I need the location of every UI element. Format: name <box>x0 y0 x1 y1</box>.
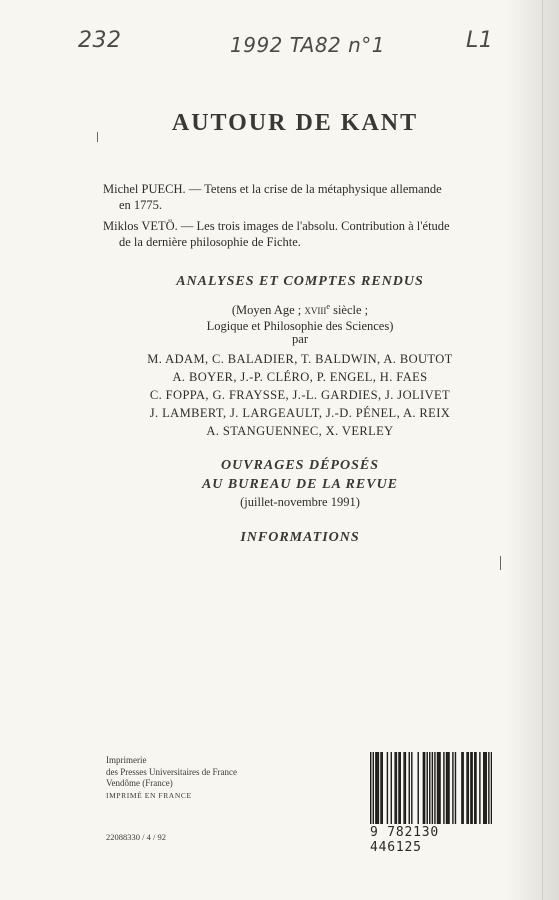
print-code: 22088330 / 4 / 92 <box>106 832 166 842</box>
barcode-bar <box>452 752 453 824</box>
handwritten-note-right: L1 <box>466 28 494 53</box>
reviewer-line: A. STANGUENNEC, X. VERLEY <box>206 424 394 438</box>
barcode-bar <box>438 752 439 824</box>
barcode-bar <box>470 752 471 824</box>
barcode-bar <box>387 752 388 824</box>
reviewer-line: A. BOYER, J.-P. CLÉRO, P. ENGEL, H. FAES <box>172 370 428 384</box>
century-superscript: e <box>326 302 330 311</box>
barcode-bar <box>484 752 485 824</box>
barcode-bar <box>378 752 379 824</box>
subtitle-text: siècle ; <box>329 303 369 318</box>
handwritten-note-left: 232 <box>78 28 122 53</box>
barcode-bar <box>376 752 377 824</box>
par-label: par <box>292 332 308 346</box>
barcode-bar <box>396 752 397 824</box>
barcode-bar <box>398 752 399 824</box>
imprint-line: des Presses Universitaires de France <box>106 766 237 777</box>
barcode-bar <box>423 752 424 824</box>
barcode-bar <box>462 752 463 824</box>
barcode-bar <box>466 752 467 824</box>
barcode-bar <box>448 752 449 824</box>
article-list <box>103 182 493 256</box>
barcode-bar <box>446 752 447 824</box>
barcode-bar <box>439 752 440 824</box>
barcode-bar <box>443 752 444 824</box>
barcode-bar <box>461 752 462 824</box>
barcode-bar <box>427 752 428 824</box>
reviewer-line: J. LAMBERT, J. LARGEAULT, J.-D. PÉNEL, A. REIX <box>149 406 451 420</box>
barcode-bar <box>483 752 484 824</box>
ouvrages-heading <box>150 456 450 494</box>
analyses-subtitle-line1 <box>150 299 450 318</box>
barcode-bar <box>424 752 425 824</box>
article-line: Miklos VETÖ. — Les trois images de l'absolu. Contribution à l'étude <box>103 219 450 233</box>
margin-mark <box>500 556 501 570</box>
barcode-bar <box>455 752 456 824</box>
barcode-bar <box>375 752 376 824</box>
barcode-bar <box>486 752 487 824</box>
reviewer-line: M. ADAM, C. BALADIER, T. BALDWIN, A. BOUTOT <box>147 352 453 366</box>
barcode-bar <box>491 752 492 824</box>
barcode-bar <box>418 752 419 824</box>
imprint-line: Vendôme (France) <box>106 778 173 788</box>
isbn-barcode <box>370 752 492 855</box>
ouvrages-heading-line2: AU BUREAU DE LA REVUE <box>201 477 399 492</box>
isbn-number: 9 782130 446125 <box>370 825 440 855</box>
barcode-bar <box>447 752 448 824</box>
barcode-bar <box>405 752 406 824</box>
ouvrages-dates: (juillet-novembre 1991) <box>240 495 360 509</box>
subtitle-text: (Moyen Age ; <box>231 303 305 318</box>
barcode-bar <box>391 752 392 824</box>
barcode-bar <box>479 752 480 824</box>
barcode-bar <box>471 752 472 824</box>
analyses-subtitle <box>150 299 450 334</box>
barcode-bar <box>475 752 476 824</box>
century-numeral: xviii <box>304 303 327 318</box>
margin-mark <box>97 132 98 142</box>
barcode-bar <box>394 752 395 824</box>
barcode-bar <box>468 752 469 824</box>
ouvrages-heading-line1: OUVRAGES DÉPOSÉS <box>221 458 379 473</box>
article-entry-puech <box>103 182 493 213</box>
handwritten-note-middle: 1992 TA82 n°1 <box>230 33 386 57</box>
barcode-bar <box>429 752 430 824</box>
barcode-bar <box>437 752 438 824</box>
reviewer-names <box>100 350 500 440</box>
article-line-cont: de la dernière philosophie de Fichte. <box>119 234 301 249</box>
reviewer-line: C. FOPPA, G. FRAYSSE, J.-L. GARDIES, J. JOLIVET <box>149 388 451 402</box>
barcode-bar <box>411 752 412 824</box>
barcode-bar <box>403 752 404 824</box>
barcode-bar <box>380 752 381 824</box>
barcode-bars <box>370 752 492 824</box>
analyses-subtitle-line2: Logique et Philosophie des Sciences) <box>206 319 394 334</box>
barcode-bar <box>373 752 374 824</box>
imprint-line-printed: IMPRIMÉ EN FRANCE <box>106 790 192 800</box>
barcode-bar <box>434 752 435 824</box>
informations-heading: INFORMATIONS <box>240 530 360 545</box>
barcode-bar <box>488 752 489 824</box>
barcode-bar <box>409 752 410 824</box>
barcode-bar <box>370 752 371 824</box>
article-line-cont: en 1775. <box>119 197 163 212</box>
barcode-bar <box>474 752 475 824</box>
barcode-bar <box>432 752 433 824</box>
article-entry-veto <box>103 219 493 250</box>
analyses-heading: ANALYSES ET COMPTES RENDUS <box>176 274 424 289</box>
barcode-bar <box>400 752 401 824</box>
article-line: Michel PUECH. — Tetens et la crise de la métaphysique allemande <box>103 182 442 196</box>
printer-imprint <box>106 755 237 801</box>
issue-title: AUTOUR DE KANT <box>171 110 419 136</box>
imprint-line: Imprimerie <box>106 755 147 765</box>
barcode-bar <box>382 752 383 824</box>
